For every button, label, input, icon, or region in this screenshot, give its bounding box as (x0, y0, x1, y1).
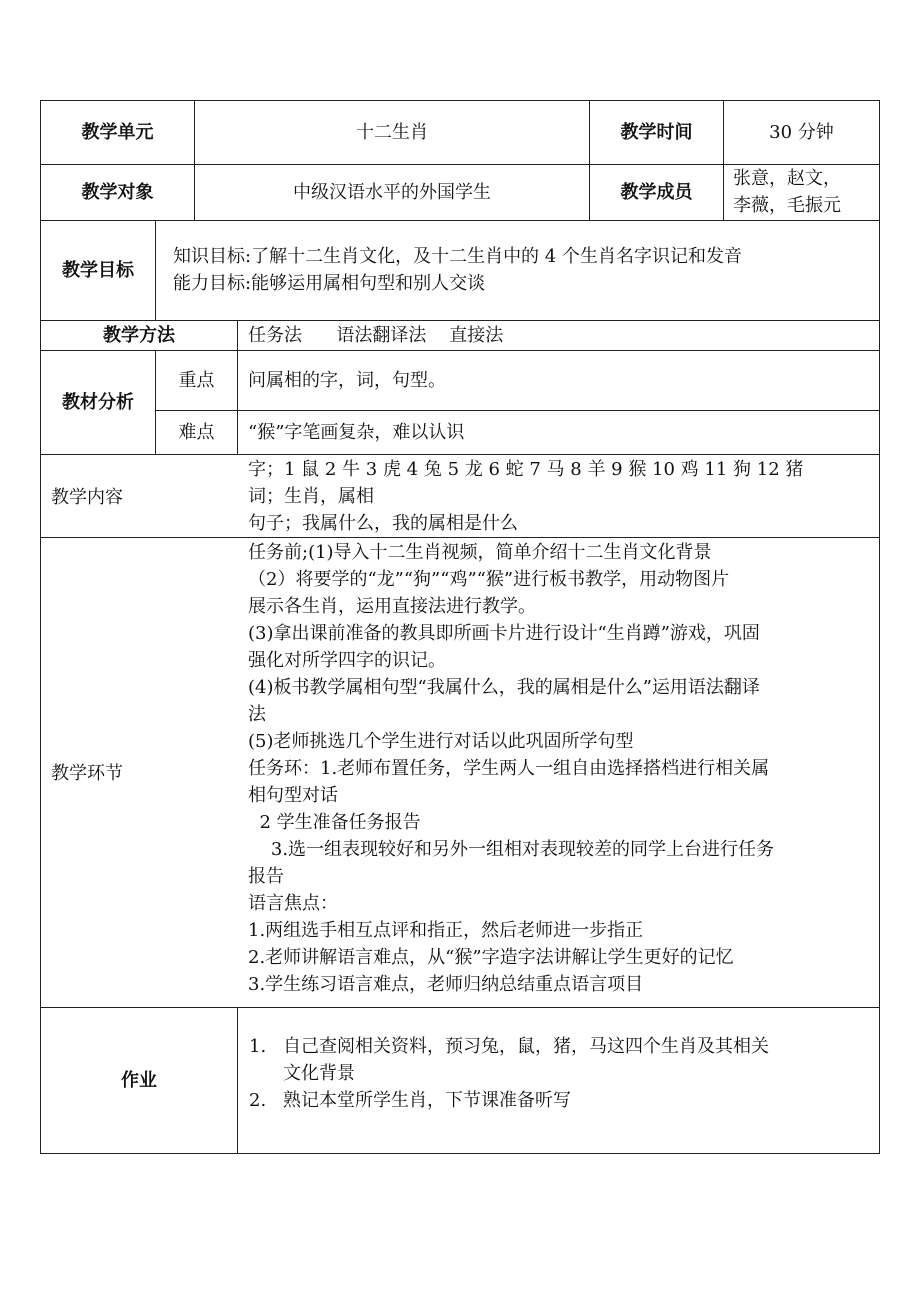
row-divider (155, 410, 879, 411)
process-line: 2 学生准备任务报告 (248, 812, 421, 833)
homework-item-text: 自己查阅相关资料，预习兔，鼠，猪，马这四个生肖及其相关 (283, 1036, 769, 1057)
key-point-value: 问属相的字，词，句型。 (248, 370, 446, 391)
process-value (248, 539, 873, 998)
process-line: 展示各生肖，运用直接法进行教学。 (248, 596, 536, 617)
row-divider (41, 350, 879, 351)
analysis-label: 教材分析 (62, 392, 134, 413)
process-line: 任务环：1.老师布置任务，学生两人一组自由选择搭档进行相关属 (248, 758, 770, 779)
process-line: 报告 (248, 866, 284, 887)
content-value (248, 456, 873, 537)
target-value: 中级汉语水平的外国学生 (293, 182, 491, 203)
homework-item-text: 文化背景 (283, 1063, 355, 1084)
process-line: 法 (248, 704, 266, 725)
difficulty-label: 难点 (178, 422, 215, 443)
col-divider (237, 1007, 238, 1153)
time-value: 30 分钟 (769, 122, 834, 143)
methods-value: 任务法 语法翻译法 直接法 (248, 325, 504, 346)
unit-label: 教学单元 (81, 122, 154, 143)
members-label: 教学成员 (620, 182, 693, 203)
row-divider (41, 220, 879, 221)
content-line: 句子；我属什么，我的属相是什么 (248, 513, 518, 534)
row-divider (41, 320, 879, 321)
homework-label: 作业 (121, 1070, 157, 1091)
row-divider (41, 537, 879, 538)
ability-goal: 能力目标:能够运用属相句型和别人交谈 (173, 273, 486, 294)
process-line: 1.两组选手相互点评和指正，然后老师进一步指正 (248, 920, 644, 941)
unit-value: 十二生肖 (356, 122, 428, 143)
process-line: (3)拿出课前准备的教具即所画卡片进行设计“生肖蹲”游戏，巩固 (248, 623, 760, 644)
process-line: (5)老师挑选几个学生进行对话以此巩固所学句型 (248, 731, 634, 752)
process-line: （2）将要学的“龙”“狗”“鸡”“猴”进行板书教学，用动物图片 (248, 569, 730, 590)
process-line: 强化对所学四字的识记。 (248, 650, 446, 671)
methods-label: 教学方法 (103, 325, 175, 346)
process-line: 语言焦点： (248, 893, 338, 914)
members-line: 李薇，毛振元 (733, 195, 841, 216)
goals-value (173, 243, 873, 297)
process-line: 任务前;(1)导入十二生肖视频，简单介绍十二生肖文化背景 (248, 542, 712, 563)
lesson-plan-table (40, 100, 880, 1154)
homework-value (241, 1033, 875, 1114)
target-label: 教学对象 (81, 182, 154, 203)
difficulty-value: “猴”字笔画复杂，难以认识 (248, 422, 465, 443)
knowledge-goal: 知识目标:了解十二生肖文化，及十二生肖中的 4 个生肖名字识记和发音 (173, 246, 742, 267)
members-line: 张意，赵文， (733, 168, 841, 189)
process-line: 3.学生练习语言难点，老师归纳总结重点语言项目 (248, 974, 644, 995)
row-divider (41, 1007, 879, 1008)
col-divider (155, 220, 156, 320)
process-line: 2.老师讲解语言难点，从“猴”字造字法讲解让学生更好的记忆 (248, 947, 734, 968)
col-divider (237, 320, 238, 350)
homework-item (241, 1033, 875, 1087)
homework-list (241, 1033, 875, 1114)
process-line: (4)板书教学属相句型“我属什么，我的属相是什么”运用语法翻译 (248, 677, 760, 698)
members-value (733, 165, 879, 219)
homework-item-number: 2. (249, 1090, 267, 1111)
key-point-label: 重点 (178, 370, 215, 391)
time-label: 教学时间 (620, 122, 693, 143)
content-line: 词；生肖，属相 (248, 486, 374, 507)
process-line: 相句型对话 (248, 785, 338, 806)
process-label: 教学环节 (51, 763, 123, 784)
process-line: 3.选一组表现较好和另外一组相对表现较差的同学上台进行任务 (248, 839, 775, 860)
col-divider (237, 350, 238, 454)
content-line: 字；1 鼠 2 牛 3 虎 4 兔 5 龙 6 蛇 7 马 8 羊 9 猴 10 鸡 11 狗 12 猪 (248, 459, 804, 480)
homework-item (241, 1087, 875, 1114)
row-divider (41, 454, 879, 455)
goals-label: 教学目标 (62, 260, 134, 281)
homework-item-text: 熟记本堂所学生肖，下节课准备听写 (283, 1090, 571, 1111)
content-label: 教学内容 (51, 487, 123, 508)
homework-item-number: 1. (249, 1036, 267, 1057)
